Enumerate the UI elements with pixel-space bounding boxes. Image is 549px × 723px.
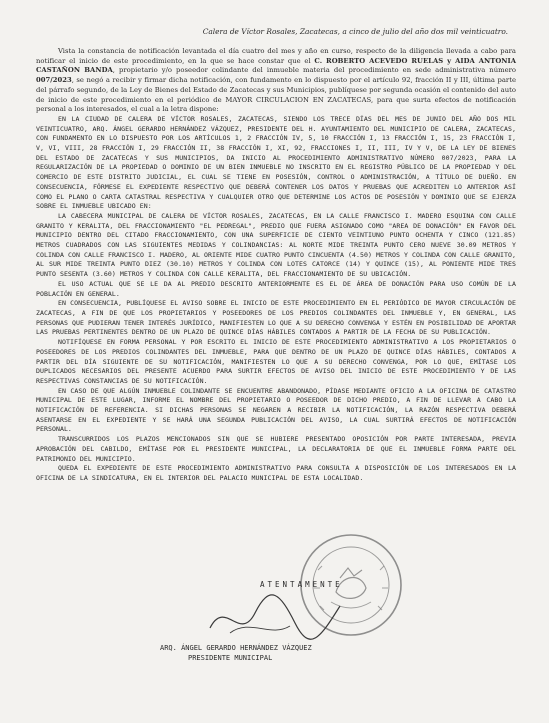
intro-text-2: , propietario y/o poseedor colindante del inmueble materia del procedimiento en sede administrativa número — [112, 66, 516, 75]
dateline: Calera de Víctor Rosales, Zacatecas, a cinco de julio del año dos mil veinticuatro. — [202, 27, 508, 36]
signer-title: PRESIDENTE MUNICIPAL — [188, 654, 273, 662]
body-paragraph-3: EL USO ACTUAL QUE SE LE DA AL PREDIO DESCRITO ANTERIORMENTE ES EL DE ÁREA DE DONACIÓN PARA USO COMÚN DE LA POBLACIÓN EN GENERAL. — [36, 279, 516, 298]
body-paragraph-5: NOTIFÍQUESE EN FORMA PERSONAL Y POR ESCRITO EL INICIO DE ESTE PROCEDIMIENTO ADMINISTRATIVO A LOS PROPIETARIOS O POSEEDORES DE LOS PREDIOS COLINDANTES DEL INMUEBLE, PARA QUE DENTRO DE UN PLAZO DE QUINCE DÍAS HÁBILES, CONTADOS A PARTIR DEL DÍA SIGUIENTE DE SU NOTIFICACIÓN, MANIFIESTEN LO QUE A SU DERECHO CONVENGA, POR LO QUE, EMÍTASE LOS DUPLICADOS NECESARIOS DEL PRESENTE ACUERDO PARA SURTIR EFECTOS DE AVISO DEL INICIO DE ESTE PROCEDIMIENTO Y DE LAS RESPECTIVAS CONSTANCIAS DE SU NOTIFICACIÓN. — [36, 338, 516, 385]
body-paragraph-7: TRANSCURRIDOS LOS PLAZOS MENCIONADOS SIN QUE SE HUBIERE PRESENTADO OPOSICIÓN POR PARTE INTERESADA, PREVIA APROBACIÓN DEL CABILDO, EMÍTASE POR EL PRESIDENTE MUNICIPAL, LA DECLARATORIA DE QUE EL INMUEBLE FORMA PARTE DEL PATRIMONIO DEL MUNICIPIO. — [36, 435, 516, 463]
procedure-number: 007/2023 — [36, 76, 72, 85]
intro-text-1: Vista la constancia de notificación levantada el día cuatro del mes y año en curso, respecto de la diligencia llevada a cabo para notificar el inicio de este procedimiento, en la que se hace constar que el — [36, 47, 516, 65]
signature-block — [160, 580, 400, 700]
intro-paragraph — [36, 47, 516, 115]
signer-name: ARQ. ÁNGEL GERARDO HERNÁNDEZ VÁZQUEZ — [160, 644, 312, 652]
handwritten-signature — [200, 588, 350, 648]
closing-word: ATENTAMENTE — [260, 580, 343, 589]
body-paragraph-1: EN LA CIUDAD DE CALERA DE VÍCTOR ROSALES, ZACATECAS, SIENDO LOS TRECE DÍAS DEL MES DE JUNIO DEL AÑO DOS MIL VEINTICUATRO, ARQ. ÁNGEL GERARDO HERNÁNDEZ VÁZQUEZ, PRESIDENTE DEL H. AYUNTAMIENTO DEL MUNICIPIO DE CALERA, ZACATECAS, CON FUNDAMENTO EN LO DISPUESTO POR LOS ARTÍCULOS 1, 2 FRACCIÓN IV, 5, 10 FRACCIÓN I, 13 FRACCIÓN I, 15, 23 FRACCIÓN I, V, VI, VIII, 28 FRACCIÓN I, 29 FRACCIÓN II, 38 FRACCIÓN I, XI, 92, FRACCIONES I, II, III, IV Y V, DE LA LEY DE BIENES DEL ESTADO DE ZACATECAS Y SUS MUNICIPIOS, DA INICIO AL PROCEDIMIENTO ADMINISTRATIVO NÚMERO 007/2023, PARA LA REGULARIZACIÓN DE LA PROPIEDAD O DOMINIO DE UN BIEN INMUEBLE NO INSCRITO EN EL REGISTRO PÚBLICO DE LA PROPIEDAD Y DEL COMERCIO DE ESTE DISTRITO JUDICIAL, EL CUAL SE TIENE EN POSESIÓN, CONTROL O ADMINISTRACIÓN, A TÍTULO DE DUEÑO. EN CONSECUENCIA, FÓRMESE EL EXPEDIENTE RESPECTIVO QUE DEBERÁ CONTENER LOS DATOS Y PRUEBAS QUE ACREDITEN LO ANTERIOR ASÍ COMO EL PLANO O CARTA CATASTRAL RESPECTIVA Y CUALQUIER OTRO QUE DETERMINE LOS ACTOS DE POSESIÓN Y DOMINIO QUE SE EJERZA SOBRE EL INMUEBLE UBICADO EN: — [36, 114, 516, 211]
intro-text-3: , se negó a recibir y firmar dicha notificación, con fundamento en lo dispuesto por el artículo 92, fracción II y III, última parte del párrafo segundo, de la Ley de Bienes del Estado de Zacatecas y sus Municipios, publíquese por segunda ocasión el contenido del auto de inicio de este procedimiento en el periódico de MAYOR CIRCULACION EN ZACATECAS, para que surta efectos de notificación personal a los interesados, el cual a la letra dispone: — [36, 76, 516, 114]
body-paragraph-2: LA CABECERA MUNICIPAL DE CALERA DE VÍCTOR ROSALES, ZACATECAS, EN LA CALLE FRANCISCO I. MADERO ESQUINA CON CALLE GRANITO Y KERALITA, DEL FRACCIONAMIENTO "EL PEDREGAL", PREDIO QUE FUERA ASIGNADO COMO "AREA DE DONACIÓN" EN FAVOR DEL MUNICIPIO DENTRO DEL CITADO FRACCIONAMIENTO, CON UNA SUPERFICIE DE CIENTO VEINTIUNO PUNTO OCHENTA Y CINCO (121.85) METROS CUADRADOS CON LAS SIGUIENTES MEDIDAS Y COLINDANCIAS: AL NORTE MIDE TREINTA PUNTO CERO NUEVE 30.09 METROS Y COLINDA CON CALLE FRANCISCO I. MADERO, AL ORIENTE MIDE CUATRO PUNTO CINCUENTA (4.50) METROS Y COLINDA CON CALLE GRANITO, AL SUR MIDE TREINTA PUNTO DIEZ (30.10) METROS Y COLINDA CON LOTES CATORCE (14) Y QUINCE (15), AL PONIENTE MIDE TRES PUNTO SESENTA (3.60) METROS Y COLINDA CON CALLE KERALITA, DEL FRACCIONAMIENTO DE SU UBICACIÓN. — [36, 211, 516, 279]
body-paragraph-6: EN CASO DE QUE ALGÚN INMUEBLE COLINDANTE SE ENCUENTRE ABANDONADO, PÍDASE MEDIANTE OFICIO A LA OFICINA DE CATASTRO MUNICIPAL DE ESTE LUGAR, INFORME EL NOMBRE DEL PROPIETARIO O POSEEDOR DE DICHO PREDIO, A FIN DE LLEVAR A CABO LA NOTIFICACIÓN DE REFERENCIA. SI DICHAS PERSONAS SE NEGAREN A RECIBIR LA NOTIFICACIÓN, LA RAZÓN RESPECTIVA DEBERÁ ASENTARSE EN EL EXPEDIENTE Y SE HARÁ UNA SEGUNDA PUBLICACIÓN DEL AVISO, LA CUAL SURTIRÁ EFECTOS DE NOTIFICACIÓN PERSONAL. — [36, 386, 516, 434]
body-paragraph-8: QUEDA EL EXPEDIENTE DE ESTE PROCEDIMIENTO ADMINISTRATIVO PARA CONSULTA A DISPOSICIÓN DE LOS INTERESADOS EN LA OFICINA DE LA SINDICATURA, EN EL INTERIOR DEL PALACIO MUNICIPAL DE ESTA LOCALIDAD. — [36, 464, 516, 482]
respondent-names: C. ROBERTO ACEVEDO RUELAS y AIDA ANTONIA CASTAÑON BANDA — [36, 56, 516, 75]
body-paragraph-4: EN CONSECUENCIA, PUBLÍQUESE EL AVISO SOBRE EL INICIO DE ESTE PROCEDIMIENTO EN EL PERIÓDICO DE MAYOR CIRCULACIÓN DE ZACATECAS, A FIN DE QUE LOS PROPIETARIOS Y POSEEDORES DE LOS PREDIOS COLINDANTES DEL INMUEBLE Y, EN GENERAL, LAS PERSONAS QUE PUDIERAN TENER INTERÉS JURÍDICO, MANIFIESTEN LO QUE A SU DERECHO CONVENGA Y ESTÉN EN POSIBILIDAD DE APORTAR LAS PRUEBAS PERTINENTES DENTRO DE UN PLAZO DE QUINCE DÍAS HÁBILES CONTADOS A PARTIR DE LA FECHA DE SU PUBLICACIÓN. — [36, 299, 516, 337]
